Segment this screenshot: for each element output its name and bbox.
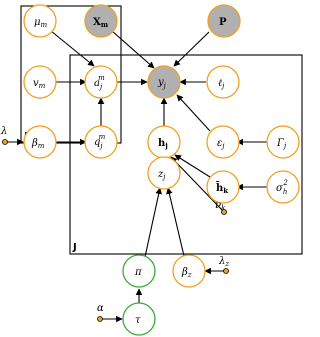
- node-z-j-label: z: [158, 169, 164, 180]
- node-sigma-h: [267, 171, 299, 203]
- svg-text:νk: $\nu_k$: [215, 200, 226, 212]
- hyper-alpha-label: α: [97, 303, 104, 314]
- svg-text:hj: $h_j$: [158, 138, 168, 150]
- edge-p-y: [174, 32, 209, 66]
- node-mu-m-label: μ: [34, 17, 41, 28]
- svg-text:Xm: $X_m$: [93, 17, 109, 29]
- svg-text:qjm: $q_jm$: [94, 133, 106, 150]
- node-l-j-label: ℓ: [218, 78, 223, 89]
- edge-betaz-z: [168, 188, 184, 256]
- hyper-alpha-dot: [98, 317, 103, 322]
- edge-x-y: [112, 31, 154, 68]
- svg-text:λz: $\lambda_z$: [219, 256, 230, 268]
- svg-text:βz: $\beta_z$: [182, 267, 192, 279]
- node-a-j-m-label: a: [94, 78, 100, 89]
- node-beta-z-label: β: [182, 267, 188, 278]
- node-q-j-m-label: q: [94, 137, 101, 148]
- svg-text:h̄k: $h̄_k$: [216, 183, 229, 195]
- svg-text:βm: $\beta_m$: [32, 138, 45, 150]
- svg-text:σh2: $\sigma_h2$: [276, 179, 288, 196]
- node-y-j-label: y: [158, 77, 164, 88]
- node-sigma-h-label: σ: [276, 183, 283, 194]
- svg-text:ajm: $a_jm$: [94, 74, 105, 91]
- edge-eps-y: [177, 95, 210, 131]
- hyper-lambda-label: λ: [1, 126, 8, 137]
- svg-text:μm: $\mu_m$: [34, 17, 48, 29]
- node-a-j-m: [85, 66, 117, 98]
- node-hbar-k-label: h̄: [216, 183, 224, 194]
- node-v-m-label: v: [33, 78, 39, 89]
- svg-text:εj: $\varepsilon_j$: [217, 138, 225, 150]
- edge-pi-z: [145, 188, 160, 257]
- svg-text:ℓj: ℓ$_j$: [218, 78, 225, 90]
- hyper-lambda-dot: [3, 140, 8, 145]
- node-p-label: P: [219, 17, 227, 28]
- node-eps-j-label: ε: [217, 138, 223, 149]
- plate-j-label: J: [73, 242, 77, 253]
- svg-text:yj: $y_j$: [158, 77, 166, 90]
- node-beta-m-label: β: [32, 138, 38, 149]
- hyper-nu-k-label: ν: [215, 200, 222, 211]
- hyper-lambda-z-dot: [224, 269, 229, 274]
- edge-mu-a: [51, 31, 94, 66]
- node-x-m-label: X: [93, 17, 101, 28]
- svg-text:vm: $v_m$: [33, 78, 46, 90]
- node-pi-label: π: [135, 267, 142, 278]
- hyper-lambda-z-label: λ: [219, 256, 226, 267]
- svg-text:Γj: $\Gamma_j$: [277, 138, 287, 150]
- node-gamma-j-label: Γ: [277, 138, 284, 149]
- node-tau-label: τ: [135, 315, 141, 326]
- node-h-j-label: h: [158, 138, 166, 149]
- svg-text:zj: $z_j$: [158, 169, 166, 181]
